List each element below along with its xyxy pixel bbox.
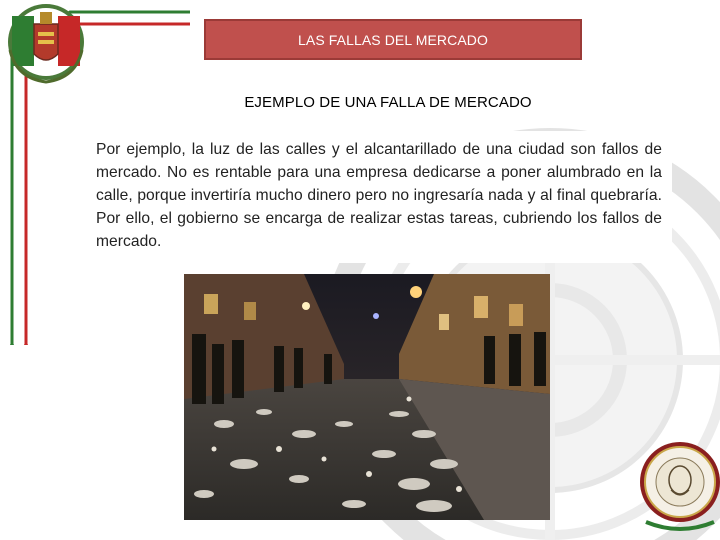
slide-subtitle: EJEMPLO DE UNA FALLA DE MERCADO [244,94,532,111]
street-litter-photo [184,274,550,520]
institution-seal-icon [636,436,720,536]
coat-of-arms-logo-icon [4,2,88,86]
body-paragraph: Por ejemplo, la luz de las calles y el alcantarillado de una ciudad son fallos de mercado. No es rentable para una empresa dedicarse a poner alumbrado en la calle, porque invertiría mucho dinero pero no ingresaría nada y al final quebraría. Por ello, el gobierno se encarga de realizar estas tareas, cubriendo los fallos de mercado. [96,141,662,250]
body-text-box [90,131,672,263]
slide-title: LAS FALLAS DEL MERCADO [204,19,582,60]
